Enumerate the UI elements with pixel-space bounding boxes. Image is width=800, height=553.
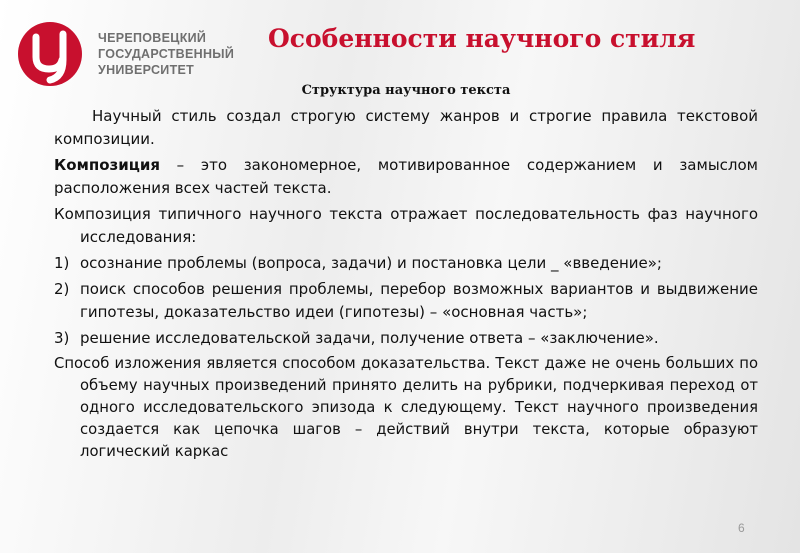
university-name-line: ГОСУДАРСТВЕННЫЙ	[98, 47, 235, 61]
section-subtitle: Структура научного текста	[301, 83, 511, 98]
list-item-number: 1)	[54, 254, 70, 272]
university-name-line: ЧЕРЕПОВЕЦКИЙ	[98, 31, 207, 45]
university-logo-icon	[16, 20, 84, 88]
list-item-number: 3)	[54, 329, 70, 347]
term-composition: Композиция	[54, 156, 160, 174]
slide-content	[54, 82, 758, 466]
list-item-text: решение исследовательской задачи, получение ответа – «заключение».	[80, 329, 659, 347]
slide-title: Особенности научного стиля	[268, 24, 696, 53]
page-number: 6	[738, 521, 745, 535]
list-item	[54, 252, 758, 275]
paragraph-composition	[54, 154, 758, 200]
list-item-text: поиск способов решения проблемы, перебор возможных вариантов и выдвижение гипотезы, доказательство идеи (гипотезы) – «основная часть»;	[80, 280, 758, 321]
list-item-text: осознание проблемы (вопроса, задачи) и постановка цели _ «введение»;	[80, 254, 662, 272]
university-name-line: УНИВЕРСИТЕТ	[98, 63, 195, 77]
paragraph-phases: Композиция типичного научного текста отражает последовательность фаз научного исследования:	[54, 205, 758, 246]
paragraph-presentation: Способ изложения является способом доказательства. Текст даже не очень больших по объему научных произведений принято делить на рубрики, подчеркивая переход от одного исследовательского эпизода к следующему. Текст научного произведения создается как цепочка шагов – действий внутри текста, которые образуют логический каркас	[54, 355, 758, 460]
university-name	[98, 30, 234, 78]
paragraph-intro: Научный стиль создал строгую систему жанров и строгие правила текстовой композиции.	[54, 107, 758, 148]
list-item	[54, 278, 758, 324]
composition-definition: – это закономерное, мотивированное содержанием и замыслом расположения всех частей текста.	[54, 156, 758, 197]
list-item	[54, 327, 758, 350]
list-item-number: 2)	[54, 280, 70, 298]
